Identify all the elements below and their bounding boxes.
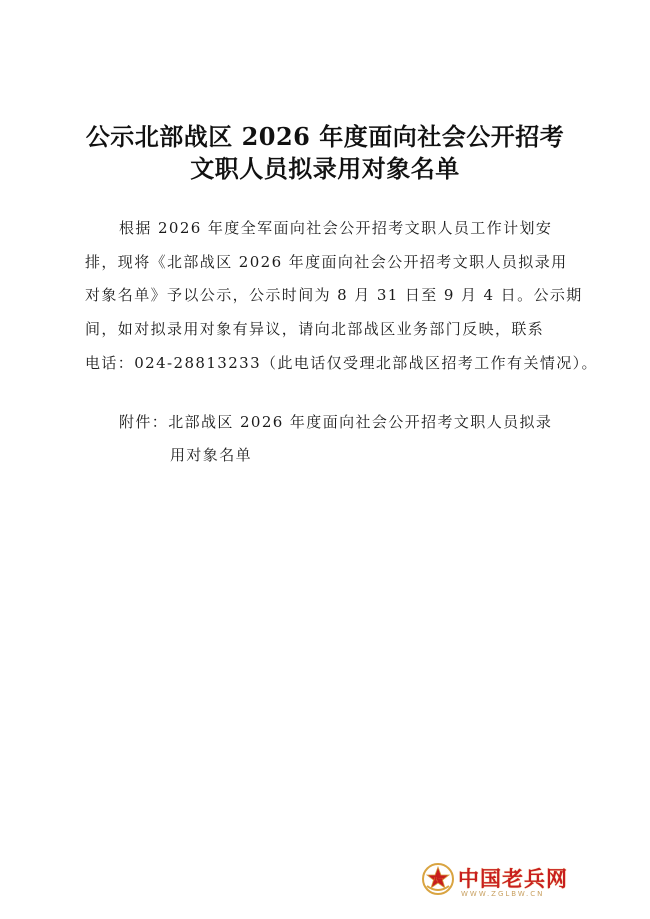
document-title-line-1: 公示北部战区 2026 年度面向社会公开招考	[85, 122, 565, 151]
army-star-emblem-icon	[421, 862, 455, 896]
svg-text:八一: 八一	[432, 877, 444, 883]
watermark-site-url: WWW.ZGLBW.CN	[461, 890, 545, 898]
body-paragraph-line: 对象名单》予以公示，公示时间为 8 月 31 日至 9 月 4 日。公示期	[85, 286, 583, 304]
attachment-line-1: 附件：北部战区 2026 年度面向社会公开招考文职人员拟录	[119, 413, 553, 431]
site-watermark	[421, 862, 581, 902]
body-paragraph-line: 根据 2026 年度全军面向社会公开招考文职人员工作计划安	[119, 219, 553, 237]
watermark-site-name: 中国老兵网	[458, 866, 568, 891]
body-paragraph-line: 排，现将《北部战区 2026 年度面向社会公开招考文职人员拟录用	[85, 253, 568, 271]
body-paragraph-line: 电话：024-28813233（此电话仅受理北部战区招考工作有关情况）。	[85, 354, 598, 372]
attachment-line-2: 用对象名单	[170, 446, 253, 464]
document-title-line-2: 文职人员拟录用对象名单	[190, 154, 460, 183]
body-paragraph-line: 间，如对拟录用对象有异议，请向北部战区业务部门反映，联系	[85, 320, 545, 338]
